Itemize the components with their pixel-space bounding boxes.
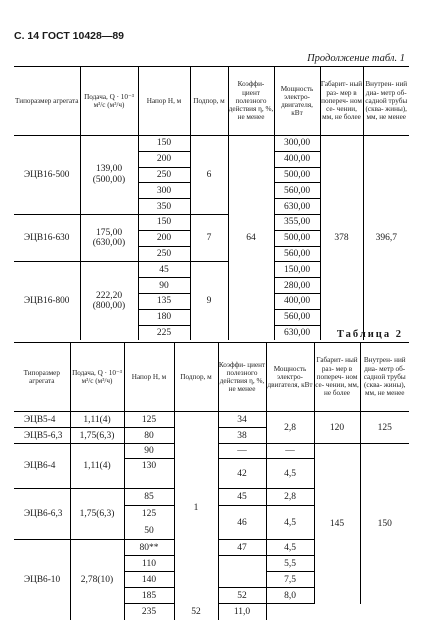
head-value: 350 <box>138 199 190 215</box>
size-value: 120 <box>314 412 360 444</box>
efficiency-value: 47 <box>218 540 266 556</box>
diameter-value: 396,7 <box>375 233 397 244</box>
header-power: Мощность электро- двигателя, кВт <box>266 343 314 412</box>
pump-type: ЭЦВ5-4 <box>14 412 70 428</box>
head-value: 200 <box>138 230 190 246</box>
flow-value: 1,75(6,3) <box>70 489 124 540</box>
header-diameter: Внутрен- ний диа- метр об- садной трубы (сква- жины), мм, не менее <box>360 343 409 412</box>
header-power: Мощность электро- двигателя, кВт <box>274 67 320 136</box>
power-value: 4,5 <box>266 540 314 556</box>
power-value: 355,00 <box>274 214 320 230</box>
table-2-label: Таблица 2 <box>336 329 403 340</box>
diameter-value: 125 <box>360 412 409 444</box>
head-value: 125 <box>124 412 174 428</box>
efficiency-value: 64 <box>228 136 274 341</box>
head-value: 250 <box>138 246 190 262</box>
continuation-label: Продолжение табл. 1 <box>307 53 405 64</box>
header-type: Типоразмер агрегата <box>14 67 80 136</box>
efficiency-value: 45 <box>218 489 266 506</box>
head-value: 235 <box>124 604 174 620</box>
flow-value: 139,00 (500,00) <box>80 136 138 215</box>
head-value: 45 <box>138 262 190 278</box>
power-value: — <box>266 444 314 459</box>
head-value: 90 <box>124 444 174 459</box>
power-value: 5,5 <box>266 556 314 572</box>
power-value: 4,5 <box>266 459 314 489</box>
head-value: 80** <box>124 540 174 556</box>
table-2 <box>14 342 409 620</box>
power-value: 150,00 <box>274 262 320 278</box>
power-value: 560,00 <box>274 246 320 262</box>
head-value: 85 <box>124 489 174 506</box>
header-diameter: Внутрен- ний диа- метр об- садной трубы (сква- жины), мм, не менее <box>363 67 409 136</box>
head-value: 135 <box>138 293 190 309</box>
flow-value: 1,11(4) <box>70 412 124 428</box>
power-value: 560,00 <box>274 309 320 325</box>
pump-type: ЭЦВ16-630 <box>14 214 80 261</box>
power-value: 300,00 <box>274 136 320 152</box>
head-value: 185 <box>124 588 174 604</box>
pump-type: ЭЦВ6-4 <box>14 444 70 489</box>
table-1 <box>14 66 409 340</box>
size-value: 378 <box>320 136 363 341</box>
power-value: 2,8 <box>266 489 314 506</box>
power-value: 4,5 <box>266 506 314 540</box>
backwater-value: 9 <box>190 262 228 340</box>
header-efficiency: Коэффи- циент полезного действия η, %, не менее <box>228 67 274 136</box>
pump-type: ЭЦВ16-800 <box>14 262 80 340</box>
power-value: 630,00 <box>274 199 320 215</box>
head-value: 140 <box>124 572 174 588</box>
head-value: 110 <box>124 556 174 572</box>
flow-value: 175,00 (630,00) <box>80 214 138 261</box>
size-value: 145 <box>314 444 360 604</box>
power-value: 8,0 <box>266 588 314 604</box>
header-backwater: Подпор, м <box>190 67 228 136</box>
header-flow: Подача, Q · 10⁻³ м³/с (м³/ч) <box>80 67 138 136</box>
header-head: Напор H, м <box>138 67 190 136</box>
head-value: 180 <box>138 309 190 325</box>
flow-value: 2,78(10) <box>70 540 124 620</box>
diameter-value: 150 <box>377 518 392 529</box>
backwater-value: 1 <box>174 412 218 604</box>
pump-type: ЭЦВ6-6,3 <box>14 489 70 540</box>
head-value: 125 <box>124 506 174 523</box>
flow-value: 222,20 (800,00) <box>80 262 138 340</box>
head-value: 200 <box>138 151 190 167</box>
page-header: С. 14 ГОСТ 10428—89 <box>14 30 125 42</box>
power-value: 7,5 <box>266 572 314 588</box>
backwater-value: 7 <box>190 214 228 261</box>
efficiency-value <box>218 556 266 588</box>
power-value: 2,8 <box>266 412 314 444</box>
head-value: 225 <box>138 325 190 340</box>
head-value: 300 <box>138 183 190 199</box>
efficiency-value: 52 <box>218 588 266 604</box>
header-head: Напор H, м <box>124 343 174 412</box>
efficiency-value: 42 <box>218 459 266 489</box>
pump-type: ЭЦВ16-500 <box>14 136 80 215</box>
power-value: 560,00 <box>274 183 320 199</box>
power-value: 400,00 <box>274 293 320 309</box>
header-size: Габарит- ный раз- мер в попереч- ном се- чении, мм, не более <box>320 67 363 136</box>
efficiency-value: 34 <box>218 412 266 428</box>
header-type: Типоразмер агрегата <box>14 343 70 412</box>
head-value: 150 <box>138 214 190 230</box>
flow-value: 1,11(4) <box>70 444 124 489</box>
efficiency-value: 46 <box>218 506 266 540</box>
head-value: 150 <box>138 136 190 152</box>
power-value: 630,00 <box>274 325 320 340</box>
flow-value: 1,75(6,3) <box>70 428 124 444</box>
power-value: 500,00 <box>274 230 320 246</box>
power-value: 400,00 <box>274 151 320 167</box>
power-value: 500,00 <box>274 167 320 183</box>
head-value: 80 <box>124 428 174 444</box>
backwater-value: 6 <box>190 136 228 215</box>
power-value: 280,00 <box>274 278 320 294</box>
head-value: 90 <box>138 278 190 294</box>
header-size: Габарит- ный раз- мер в попереч- ном се- чении, мм, не более <box>314 343 360 412</box>
head-value: 130 <box>124 459 174 474</box>
efficiency-value: 38 <box>218 428 266 444</box>
power-value: 11,0 <box>218 604 266 620</box>
head-value: 50 <box>124 523 174 540</box>
efficiency-value: 52 <box>174 604 218 620</box>
header-flow: Подача, Q · 10⁻³ м³/с (м³/ч) <box>70 343 124 412</box>
header-efficiency: Коэффи- циент полезного действия η, %, не менее <box>218 343 266 412</box>
head-value <box>124 474 174 489</box>
efficiency-value: — <box>218 444 266 459</box>
header-backwater: Подпор, м <box>174 343 218 412</box>
pump-type: ЭЦВ6-10 <box>14 540 70 620</box>
head-value: 250 <box>138 167 190 183</box>
pump-type: ЭЦВ5-6,3 <box>14 428 70 444</box>
